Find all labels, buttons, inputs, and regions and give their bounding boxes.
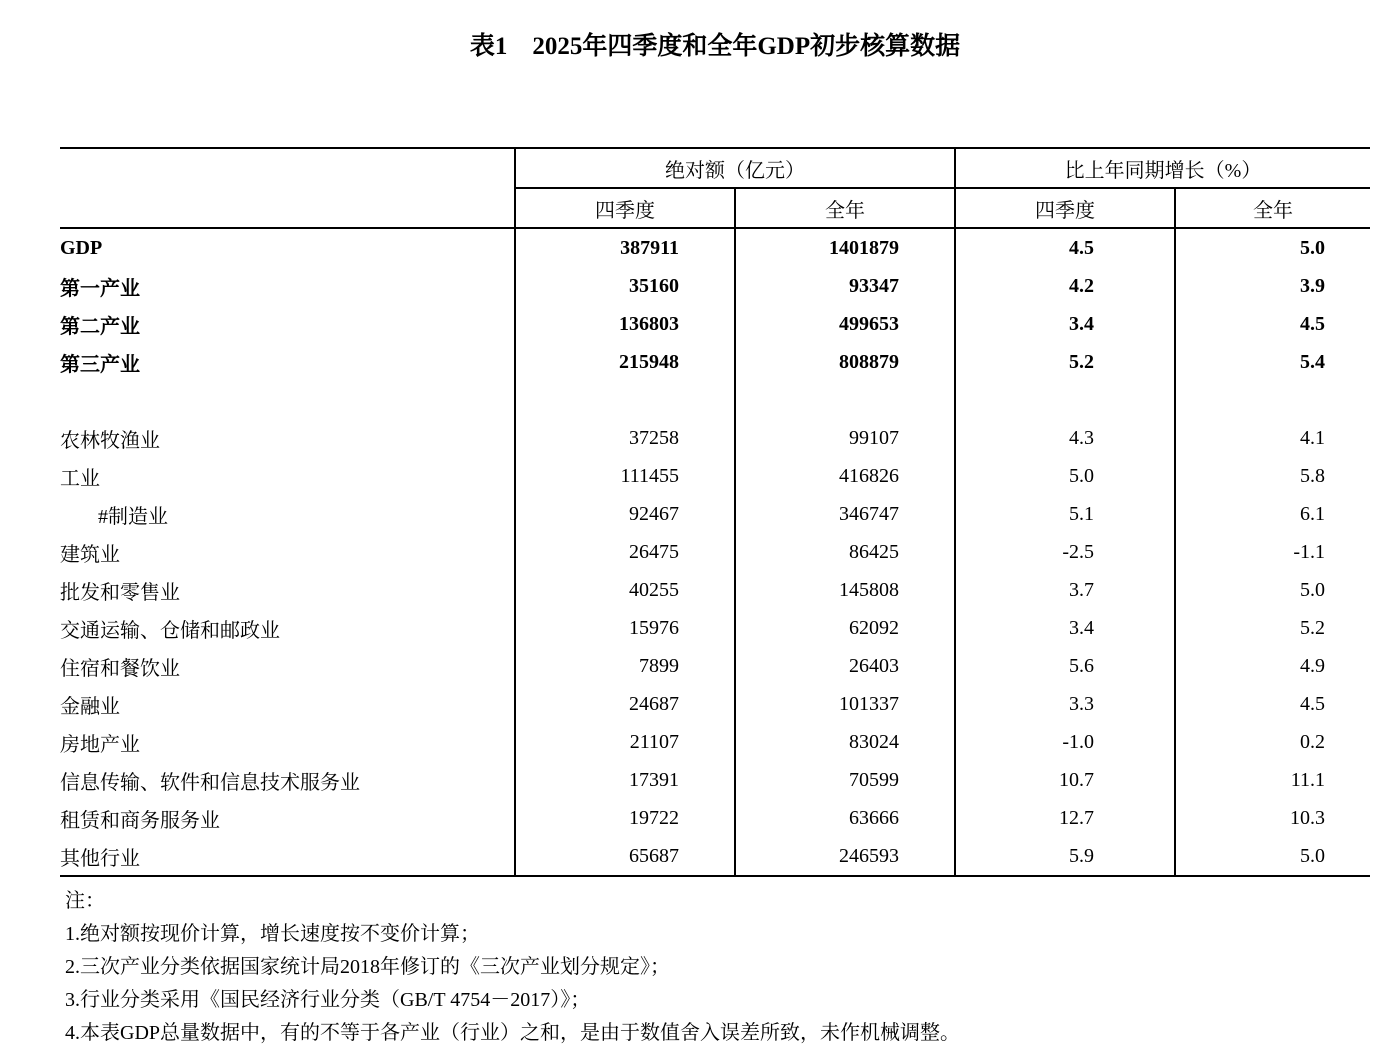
row-label: 第一产业 (60, 267, 515, 305)
value-cell: 4.3 (955, 419, 1175, 457)
subheader-year-growth: 全年 (1175, 188, 1370, 228)
table-row (60, 228, 1370, 267)
value-cell: 62092 (735, 609, 955, 647)
table-row (60, 723, 1370, 761)
value-cell: 5.6 (955, 647, 1175, 685)
table-header (60, 148, 1370, 228)
value-cell: 99107 (735, 419, 955, 457)
row-label: #制造业 (60, 495, 515, 533)
value-cell: -1.0 (955, 723, 1175, 761)
value-cell: 215948 (515, 343, 735, 381)
value-cell: 26475 (515, 533, 735, 571)
row-label: GDP (60, 228, 515, 267)
row-label: 交通运输、仓储和邮政业 (60, 609, 515, 647)
spacer-cell (735, 381, 955, 419)
table-row (60, 305, 1370, 343)
row-label: 金融业 (60, 685, 515, 723)
value-cell: 101337 (735, 685, 955, 723)
value-cell: 5.0 (1300, 578, 1326, 601)
value-cell: 3.4 (955, 609, 1175, 647)
subheader-year-absolute: 全年 (735, 188, 955, 228)
table-row (60, 837, 1370, 876)
value-cell: 5.1 (955, 495, 1175, 533)
value-cell: 37258 (515, 419, 735, 457)
row-label: 房地产业 (60, 723, 515, 761)
value-cell: 3.7 (955, 571, 1175, 609)
row-label: 第三产业 (60, 343, 515, 381)
value-cell: 24687 (515, 685, 735, 723)
value-cell: 15976 (515, 609, 735, 647)
table-row (60, 571, 1370, 609)
value-cell: 499653 (735, 305, 955, 343)
value-cell: 21107 (515, 723, 735, 761)
row-label: 农林牧渔业 (60, 419, 515, 457)
value-cell: 4.5 (955, 228, 1175, 267)
table-row (60, 685, 1370, 723)
row-label: 第二产业 (60, 305, 515, 343)
value-cell: 5.9 (955, 837, 1175, 876)
value-cell: 7899 (515, 647, 735, 685)
value-cell: 6.1 (1300, 502, 1326, 525)
value-cell: 93347 (735, 267, 955, 305)
value-cell: 17391 (515, 761, 735, 799)
row-label: 建筑业 (60, 533, 515, 571)
value-cell: 4.9 (1300, 654, 1326, 677)
value-cell: 65687 (515, 837, 735, 876)
spacer-row (60, 381, 1370, 419)
subheader-q4-growth: 四季度 (955, 188, 1175, 228)
value-cell: 10.7 (955, 761, 1175, 799)
notes-label: 注： (65, 890, 105, 912)
value-cell: 346747 (735, 495, 955, 533)
note-item-3: 3.行业分类采用《国民经济行业分类（GB/T 4754－2017）》； (65, 989, 591, 1011)
value-cell: 808879 (735, 343, 955, 381)
group-header-row (60, 148, 1370, 188)
value-cell: 63666 (735, 799, 955, 837)
value-cell: 246593 (735, 837, 955, 876)
value-cell: 86425 (735, 533, 955, 571)
value-cell: 387911 (515, 228, 735, 267)
table-row (60, 799, 1370, 837)
gdp-table-body (60, 228, 1370, 876)
value-cell: 40255 (515, 571, 735, 609)
row-label: 信息传输、软件和信息技术服务业 (60, 761, 515, 799)
value-cell: 4.2 (955, 267, 1175, 305)
note-item-4: 4.本表GDP总量数据中，有的不等于各产业（行业）之和，是由于数值舍入误差所致，未作机械调整。 (65, 1022, 961, 1044)
note-item-1: 1.绝对额按现价计算，增长速度按不变价计算； (65, 923, 480, 945)
value-cell: 136803 (515, 305, 735, 343)
row-label: 住宿和餐饮业 (60, 647, 515, 685)
value-cell: 4.5 (1300, 692, 1326, 715)
value-cell: 5.2 (955, 343, 1175, 381)
value-cell: 92467 (515, 495, 735, 533)
row-label: 工业 (60, 457, 515, 495)
value-cell: 5.0 (1300, 236, 1326, 259)
value-cell: 0.2 (1300, 730, 1326, 753)
value-cell: 1401879 (735, 228, 955, 267)
row-label: 其他行业 (60, 837, 515, 876)
spacer-cell (955, 381, 1175, 419)
table-row (60, 419, 1370, 457)
note-item-2: 2.三次产业分类依据国家统计局2018年修订的《三次产业划分规定》； (65, 956, 670, 978)
value-cell: 5.4 (1300, 350, 1326, 373)
table-row (60, 343, 1370, 381)
row-label: 租赁和商务服务业 (60, 799, 515, 837)
subheader-q4-absolute: 四季度 (515, 188, 735, 228)
value-cell: 145808 (735, 571, 955, 609)
value-cell: 5.0 (1175, 837, 1370, 876)
value-cell: 35160 (515, 267, 735, 305)
value-cell: 5.2 (1300, 616, 1326, 639)
group-header-growth: 比上年同期增长（%） (955, 148, 1370, 188)
spacer-cell (515, 381, 735, 419)
value-cell: -1.1 (1293, 540, 1326, 563)
notes (60, 885, 1375, 1050)
value-cell: 5.0 (955, 457, 1175, 495)
value-cell: 11.1 (1290, 768, 1326, 791)
group-header-absolute: 绝对额（亿元） (515, 148, 955, 188)
value-cell: 4.1 (1300, 426, 1326, 449)
corner-cell (60, 148, 515, 228)
value-cell: 3.3 (955, 685, 1175, 723)
table-row (60, 647, 1370, 685)
value-cell: 4.5 (1300, 312, 1326, 335)
value-cell: 26403 (735, 647, 955, 685)
spacer-cell (60, 381, 515, 419)
value-cell: 70599 (735, 761, 955, 799)
table-row (60, 457, 1370, 495)
table-row (60, 267, 1370, 305)
value-cell: 12.7 (955, 799, 1175, 837)
spacer-cell (1175, 381, 1370, 419)
row-label: 批发和零售业 (60, 571, 515, 609)
value-cell: 10.3 (1290, 806, 1326, 829)
value-cell: 83024 (735, 723, 955, 761)
value-cell: 3.9 (1300, 274, 1326, 297)
table-row (60, 609, 1370, 647)
page-title: 表1 2025年四季度和全年GDP初步核算数据 (469, 33, 961, 60)
value-cell: 19722 (515, 799, 735, 837)
value-cell: 3.4 (955, 305, 1175, 343)
value-cell: 5.8 (1300, 464, 1326, 487)
table-row (60, 533, 1370, 571)
table-row (60, 495, 1370, 533)
value-cell: -2.5 (955, 533, 1175, 571)
table-row (60, 761, 1370, 799)
value-cell: 416826 (735, 457, 955, 495)
value-cell: 111455 (515, 457, 735, 495)
gdp-table (60, 147, 1370, 877)
